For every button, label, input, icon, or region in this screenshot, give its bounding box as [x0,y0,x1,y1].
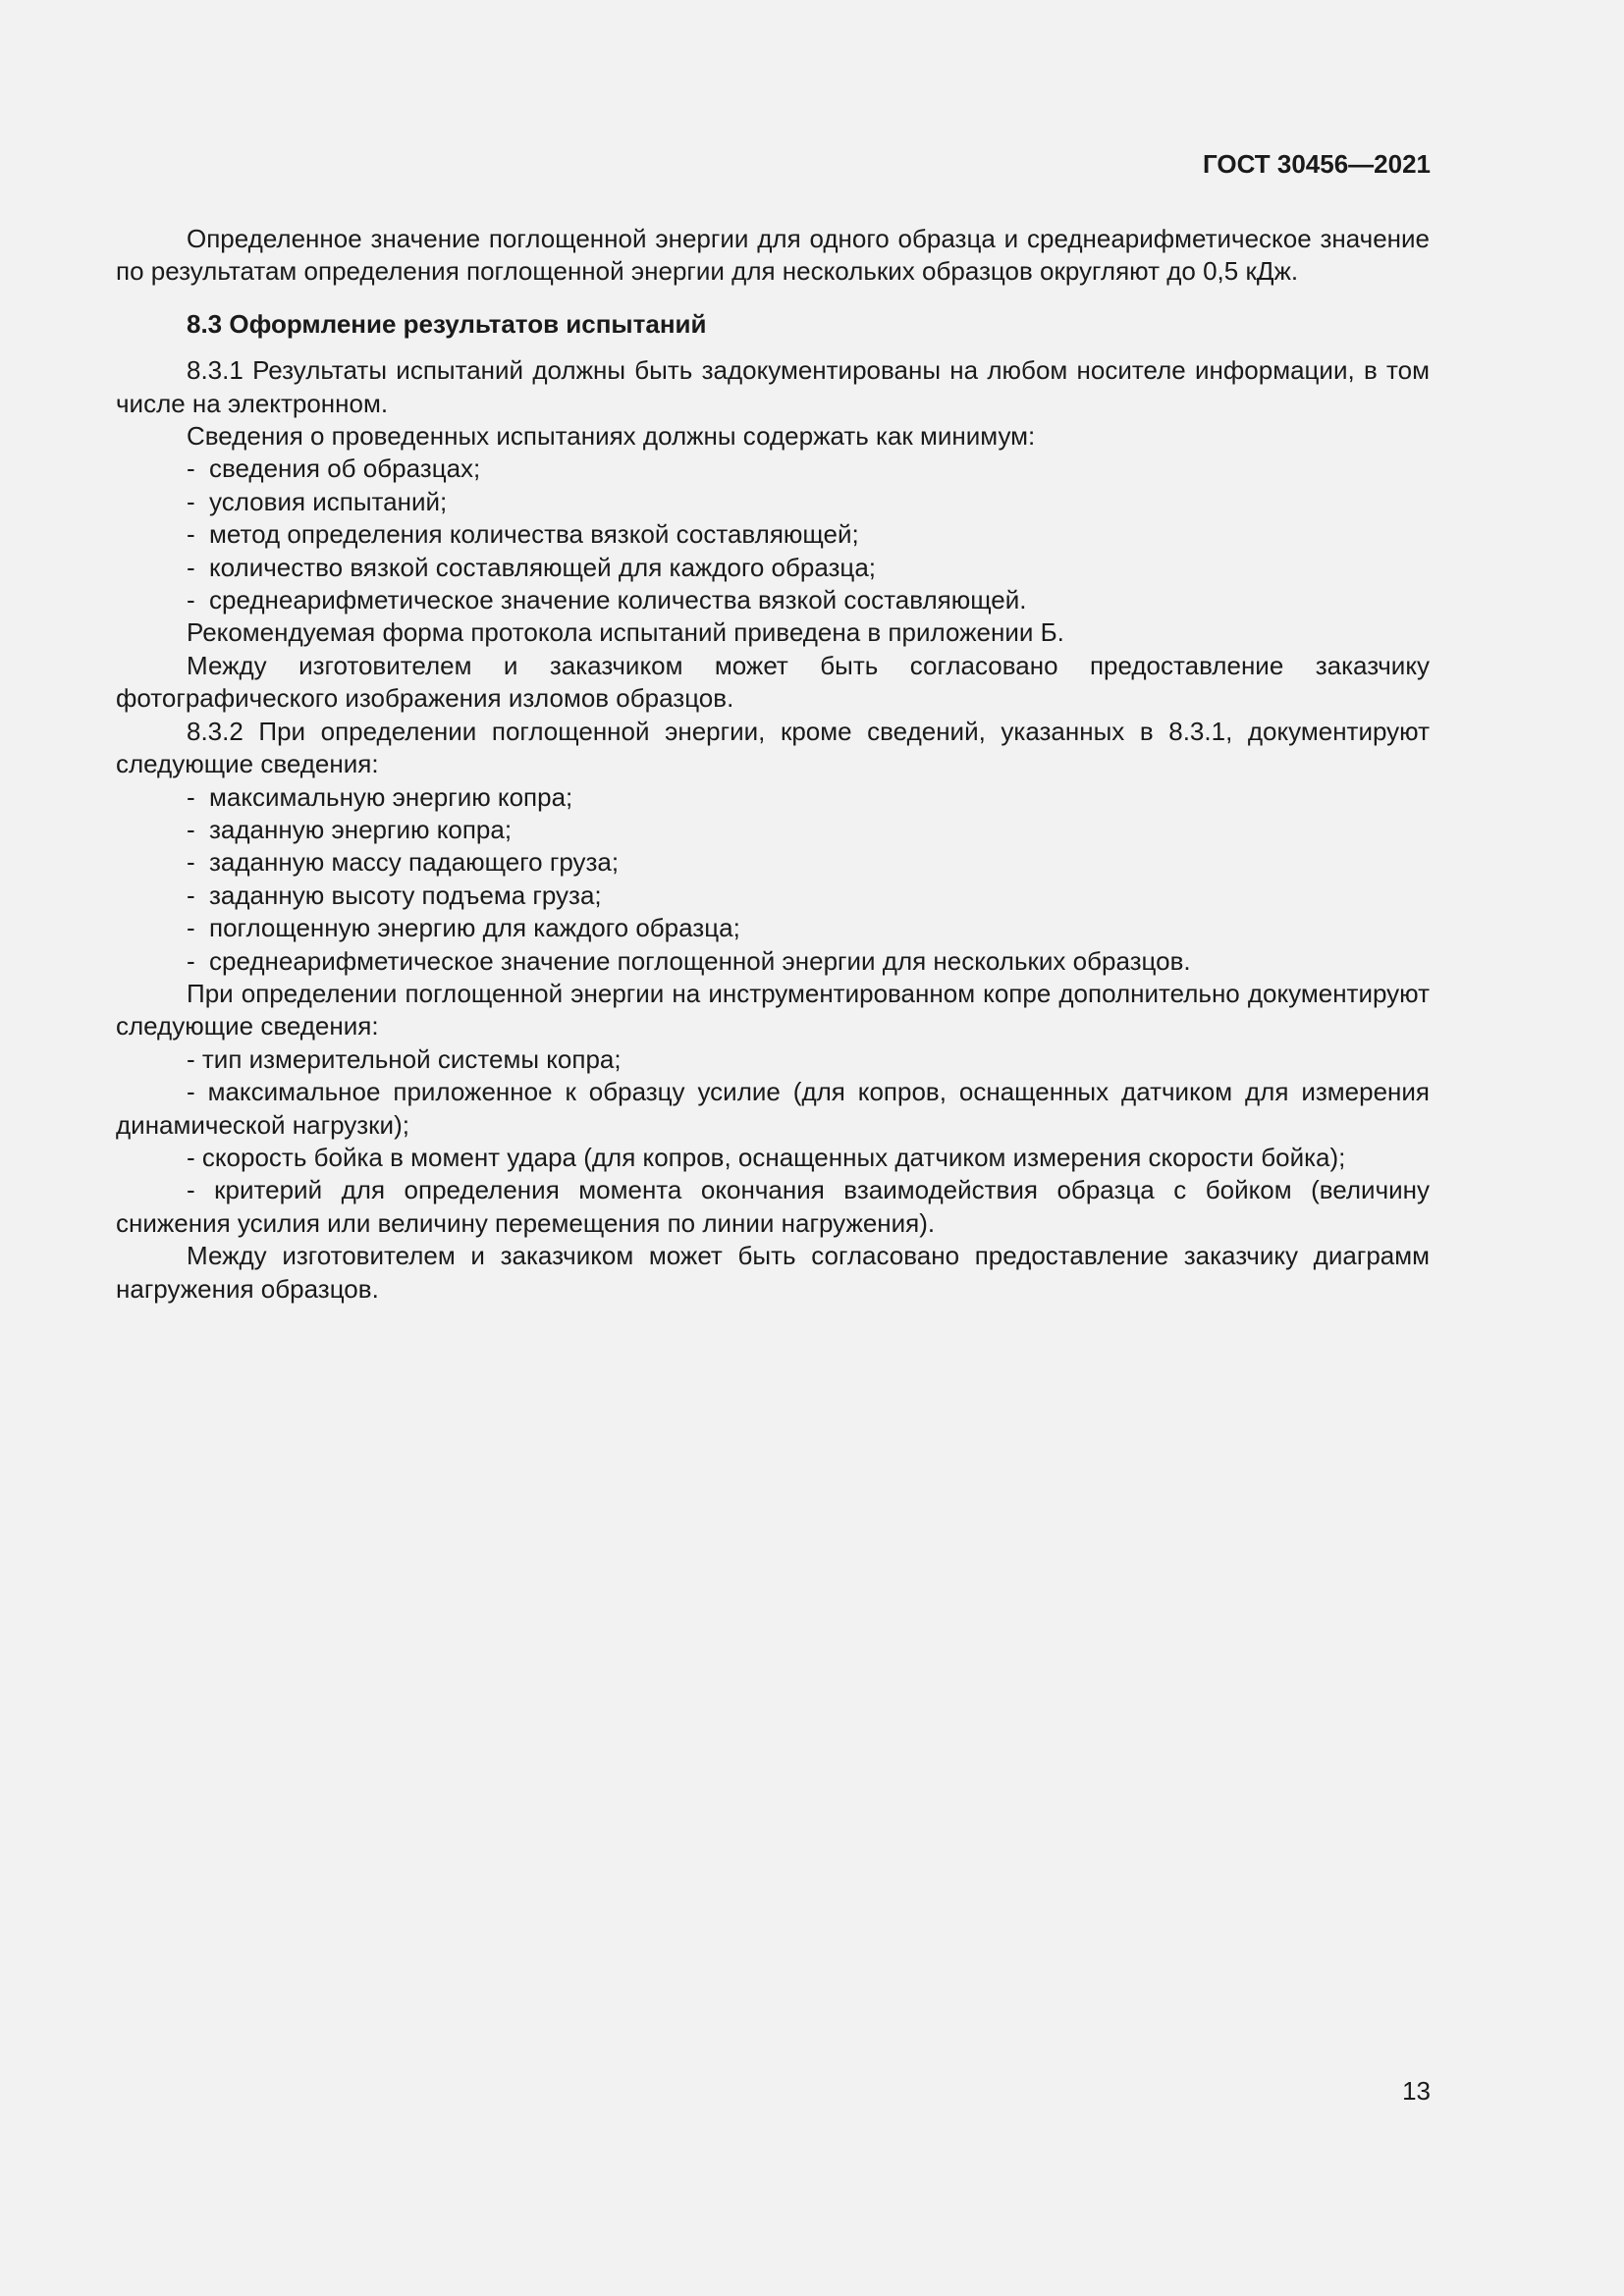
loading-diagram-paragraph: Между изготовителем и заказчиком может быть согласовано предоставление заказчику диаграмм нагружения образцов. [116,1241,1430,1304]
spacer [116,289,1430,308]
document-code: ГОСТ 30456—2021 [1203,149,1431,179]
list-item [116,880,1430,912]
list-dash: - [187,486,195,516]
section-heading: 8.3 Оформление результатов испытаний [187,308,707,339]
instrumented-machine-paragraph: При определении поглощенной энергии на инструментированном копре дополнительно документируют следующие сведения: [116,978,1430,1041]
protocol-form-paragraph: Рекомендуемая форма протокола испытаний приведена в приложении Б. [187,617,1064,648]
list-item-text: среднеарифметическое значение количества вязкой составляющей. [209,585,1027,615]
list-item [116,552,1430,584]
list-item [116,518,1430,551]
spacer [116,341,1430,354]
list-item-text: метод определения количества вязкой составляющей; [209,519,859,550]
list-item [116,846,1430,879]
clause-8-3-1-paragraph: 8.3.1 Результаты испытаний должны быть задокументированы на любом носителе информации, в том числе на электронном. [116,355,1430,418]
clause-8-3-1-minimum-paragraph: Сведения о проведенных испытаниях должны содержать как минимум: [187,421,1036,452]
list-item [116,486,1430,518]
absorbed-energy-list [116,781,1430,978]
list-dash: - [187,847,195,878]
list-dash: - [187,945,195,976]
list-item [116,584,1430,616]
page-number: 13 [1402,2076,1431,2106]
list-dash: - [187,814,195,844]
list-item [116,453,1430,485]
list-item-text: условия испытаний; [209,486,448,516]
list-item [116,945,1430,978]
list-item: - тип измерительной системы копра; [187,1043,622,1074]
list-item: - максимальное приложенное к образцу усилие (для копров, оснащенных датчиком для измерения динамической нагрузки); [116,1077,1430,1140]
list-item-text: заданную массу падающего груза; [209,847,620,878]
list-dash: - [187,880,195,910]
list-item-text: среднеарифметическое значение поглощенной энергии для нескольких образцов. [209,945,1191,976]
list-item-text: сведения об образцах; [209,454,481,484]
list-dash: - [187,552,195,582]
fracture-photo-paragraph: Между изготовителем и заказчиком может быть согласовано предоставление заказчику фотографического изображения изломов образцов. [116,650,1430,714]
list-dash: - [187,519,195,550]
list-item-text: количество вязкой составляющей для каждого образца; [209,552,877,582]
clause-8-3-2-paragraph: 8.3.2 При определении поглощенной энергии, кроме сведений, указанных в 8.3.1, документируют следующие сведения: [116,716,1430,779]
list-item-text: заданную высоту подъема груза; [209,880,602,910]
list-dash: - [187,585,195,615]
list-dash: - [187,454,195,484]
list-item-text: поглощенную энергию для каждого образца; [209,913,740,943]
list-item: - скорость бойка в момент удара (для копров, оснащенных датчиком измерения скорости бойка); [187,1142,1346,1172]
instrumented-info-list [116,1043,1430,1240]
list-item: - критерий для определения момента окончания взаимодействия образца с бойком (величину снижения усилия или величину перемещения по линии нагружения). [116,1175,1430,1238]
minimum-info-list [116,453,1430,616]
list-dash: - [187,781,195,812]
page-content [116,223,1430,1306]
list-item [116,781,1430,814]
list-dash: - [187,913,195,943]
list-item-text: заданную энергию копра; [209,814,513,844]
list-item-text: максимальную энергию копра; [209,781,573,812]
intro-paragraph: Определенное значение поглощенной энергии для одного образца и среднеарифметическое значение по результатам определения поглощенной энергии для нескольких образцов округляют до 0,5 кДж. [116,224,1430,287]
list-item [116,912,1430,944]
list-item [116,814,1430,846]
